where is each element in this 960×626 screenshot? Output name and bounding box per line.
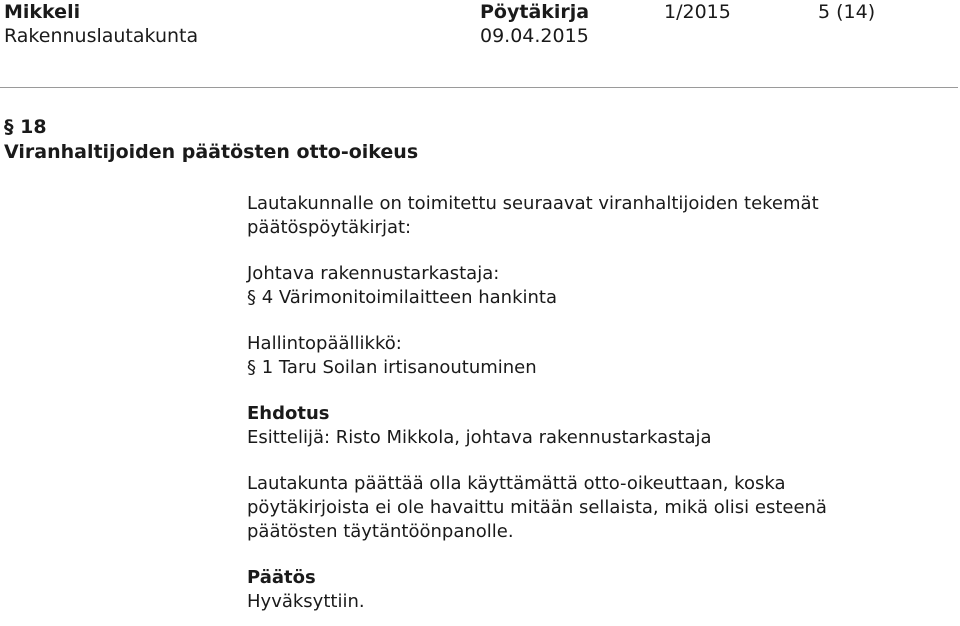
- proposal-text: pöytäkirjoista ei ole havaittu mitään sellaista, mikä olisi esteenä: [247, 497, 827, 518]
- meeting-number: 1/2015: [664, 1, 731, 23]
- group-title: Hallintopäällikkö:: [247, 333, 402, 354]
- section-body: [247, 192, 947, 614]
- section-number: § 18: [4, 116, 47, 138]
- organization-name: Mikkeli: [4, 1, 81, 23]
- group-item: § 1 Taru Soilan irtisanoutuminen: [247, 357, 537, 378]
- proposal-text: Lautakunta päättää olla käyttämättä otto-oikeuttaan, koska: [247, 473, 786, 494]
- section-title: Viranhaltijoiden päätösten otto-oikeus: [4, 141, 419, 163]
- intro-line: Lautakunnalle on toimitettu seuraavat viranhaltijoiden tekemät: [247, 193, 819, 214]
- decision-text: Hyväksyttiin.: [247, 591, 365, 612]
- group-title: Johtava rakennustarkastaja:: [247, 263, 500, 284]
- decision-heading: Päätös: [247, 567, 316, 588]
- proposal-heading: Ehdotus: [247, 403, 330, 424]
- intro-line: päätöspöytäkirjat:: [247, 217, 412, 238]
- header-divider: [0, 87, 958, 88]
- group-item: § 4 Värimonitoimilaitteen hankinta: [247, 287, 557, 308]
- proposal-text: päätösten täytäntöönpanolle.: [247, 521, 514, 542]
- document-type: Pöytäkirja: [480, 1, 590, 23]
- document-header: [0, 0, 960, 88]
- body-name: Rakennuslautakunta: [4, 25, 199, 47]
- presenter-line: Esittelijä: Risto Mikkola, johtava rakennustarkastaja: [247, 427, 712, 448]
- meeting-date: 09.04.2015: [480, 25, 589, 47]
- page-number: 5 (14): [818, 1, 876, 23]
